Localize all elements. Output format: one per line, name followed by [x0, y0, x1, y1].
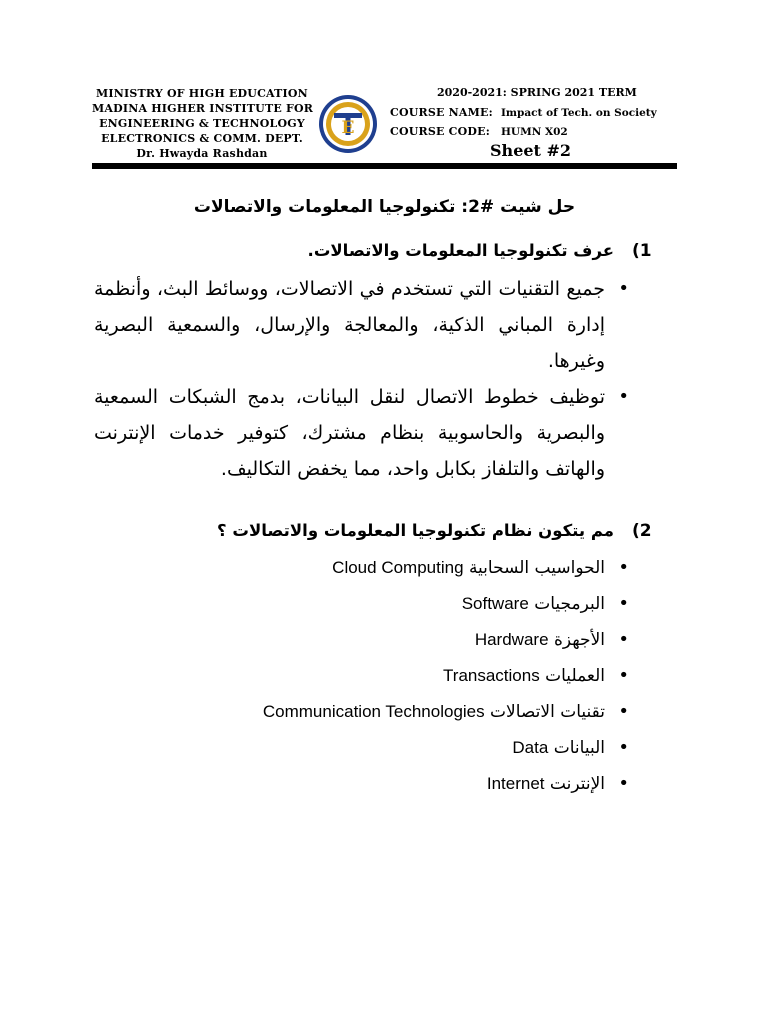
- logo-letter: E: [341, 118, 355, 138]
- item-arabic: البرمجيات: [534, 594, 605, 614]
- item-arabic: تقنيات الاتصالات: [490, 702, 605, 722]
- question-2-number: 2): [632, 521, 652, 541]
- institute-logo: [318, 94, 378, 154]
- page-title: حل شيت #2: تكنولوجيا المعلومات والاتصالات: [193, 197, 576, 217]
- sheet-number: Sheet #2: [490, 141, 572, 160]
- question-1: [92, 238, 677, 264]
- course-name-row: [390, 106, 657, 119]
- item-arabic: البيانات: [553, 738, 605, 758]
- list-item: [94, 622, 629, 658]
- course-name-label: COURSE NAME:: [390, 106, 493, 119]
- list-item: [94, 694, 629, 730]
- question-1-text: عرف تكنولوجيا المعلومات والاتصالات.: [307, 241, 614, 260]
- item-arabic: الإنترنت: [549, 774, 605, 794]
- engineering-line: ENGINEERING & TECHNOLOGY: [99, 117, 305, 130]
- list-item: [94, 658, 629, 694]
- list-item: [94, 550, 629, 586]
- list-item: • توظيف خطوط الاتصال لنقل البيانات، بدمج الشبكات السمعية والبصرية والحاسوبية بنظام مشترك، كتوفير خدمات الإنترنت والهاتف والتلفاز بكابل واحد، مما يخفض التكاليف.: [94, 379, 629, 487]
- instructor-name: Dr. Hwayda Rashdan: [136, 147, 268, 160]
- course-code-value: HUMN X02: [501, 126, 568, 138]
- item-english: Internet: [486, 774, 545, 793]
- item-arabic: الأجهزة: [553, 630, 605, 650]
- item-english: Software: [461, 594, 529, 613]
- list-item: [94, 766, 629, 802]
- item-english: Cloud Computing: [332, 558, 464, 577]
- list-item: • جميع التقنيات التي تستخدم في الاتصالات، ووسائط البث، وأنظمة إدارة المباني الذكية، والمعالجة والإرسال، والسمعية البصرية وغيرها.: [94, 271, 629, 379]
- institution-block: [92, 86, 312, 161]
- department-line: ELECTRONICS & COMM. DEPT.: [101, 132, 303, 145]
- question-2: [92, 518, 677, 544]
- question-2-text: مم يتكون نظام تكنولوجيا المعلومات والاتصالات ؟: [217, 521, 614, 540]
- course-code-label: COURSE CODE:: [390, 125, 490, 138]
- item-english: Communication Technologies: [262, 702, 485, 721]
- item-english: Transactions: [443, 666, 540, 685]
- item-english: Hardware: [474, 630, 549, 649]
- header-divider: [92, 163, 677, 169]
- question-2-answers: [94, 550, 629, 802]
- item-arabic: العمليات: [545, 666, 605, 686]
- question-1-number: 1): [632, 241, 652, 261]
- term-label: 2020-2021: SPRING 2021 TERM: [437, 86, 637, 99]
- institute-line: MADINA HIGHER INSTITUTE FOR: [92, 102, 314, 115]
- question-1-answers: [94, 271, 629, 487]
- ministry-line: MINISTRY OF HIGH EDUCATION: [96, 87, 308, 100]
- course-name-value: Impact of Tech. on Society: [501, 107, 657, 119]
- list-item: [94, 586, 629, 622]
- item-arabic: الحواسيب السحابية: [468, 558, 605, 578]
- list-item: [94, 730, 629, 766]
- course-code-row: [390, 125, 568, 138]
- item-english: Data: [512, 738, 549, 757]
